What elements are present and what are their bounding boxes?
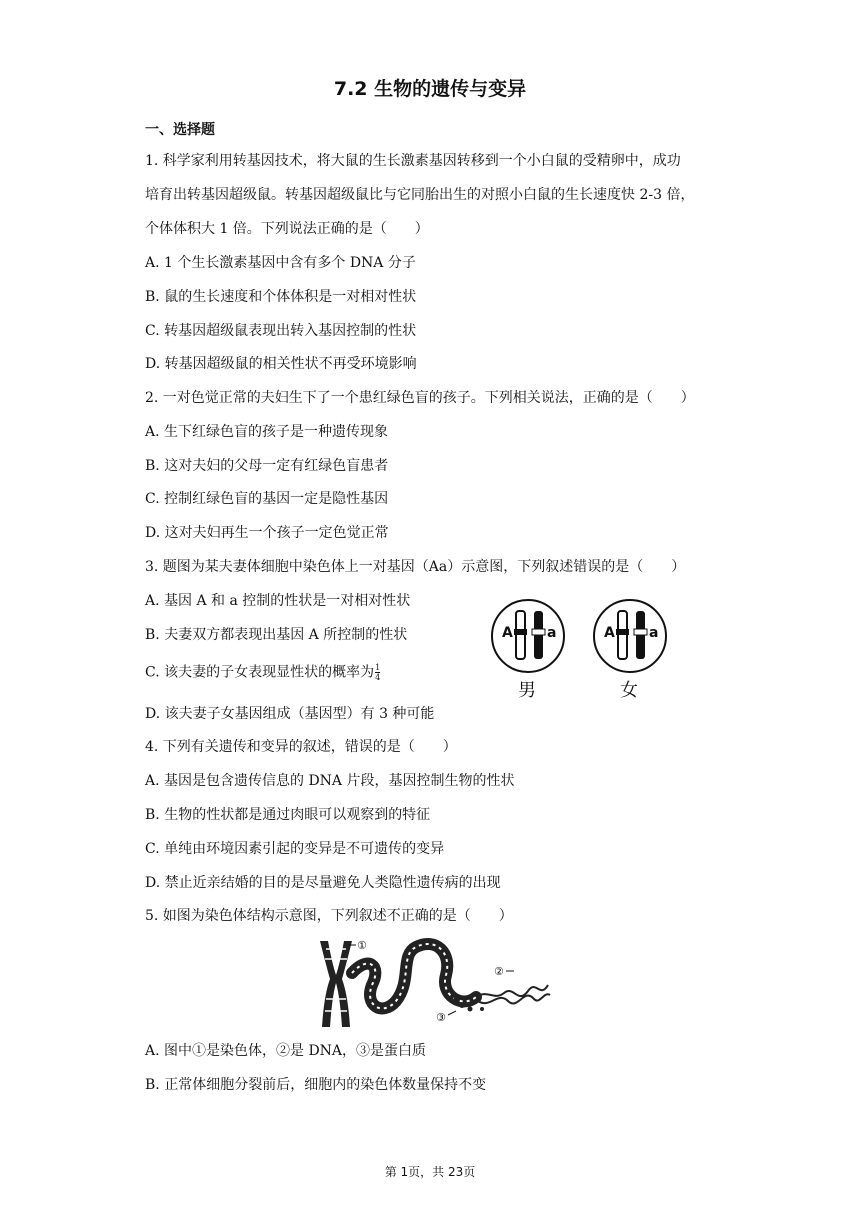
page-footer: 第 1页，共 23页 [384,1165,476,1179]
q3-option-c-text: C. 该夫妻的子女表现显性状的概率为 [145,664,375,681]
q1-option-c: C. 转基因超级鼠表现出转入基因控制的性状 [145,323,417,339]
q4-stem: 4. 下列有关遗传和变异的叙述，错误的是（ ） [145,739,457,755]
coiled-dna-drawing [352,944,550,1012]
q4-option-a: A. 基因是包含遗传信息的 DNA 片段，基因控制生物的性状 [145,773,515,789]
q2-option-c: C. 控制红绿色盲的基因一定是隐性基因 [145,491,389,507]
q3-option-a: A. 基因 A 和 a 控制的性状是一对相对性状 [145,593,411,609]
q3-option-d: D. 该夫妻子女基因组成（基因型）有 3 种可能 [145,706,435,722]
female-label: 女 [620,680,638,701]
female-cell [594,600,666,701]
marker-1: ① [357,939,367,952]
q3-stem: 3. 题图为某夫妻体细胞中染色体上一对基因（Aa）示意图，下列叙述错误的是（ ） [145,559,686,575]
q1-option-b: B. 鼠的生长速度和个体体积是一对相对性状 [145,289,417,305]
q5-option-a: A. 图中①是染色体，②是 DNA，③是蛋白质 [145,1043,427,1059]
q3-option-c [145,663,380,682]
fraction-one-quarter [375,663,380,682]
q1-stem-line-1: 1. 科学家利用转基因技术，将大鼠的生长激素基因转移到一个小白鼠的受精卵中，成功 [145,153,681,169]
q5-stem: 5. 如图为染色体结构示意图，下列叙述不正确的是（ ） [145,908,513,924]
q1-stem-line-3: 个体体积大 1 倍。下列说法正确的是（ ） [145,221,429,237]
gene-pair-figure [488,596,678,704]
q1-stem-line-2: 培育出转基因超级鼠。转基因超级鼠比与它同胎出生的对照小白鼠的生长速度快 2-3 倍， [145,187,695,203]
marker-3-leader [448,1011,456,1015]
male-cell [492,600,564,701]
q1-option-d: D. 转基因超级鼠的相关性状不再受环境影响 [145,356,417,372]
q4-option-c: C. 单纯由环境因素引起的变异是不可遗传的变异 [145,841,445,857]
q4-option-b: B. 生物的性状都是通过肉眼可以观察到的特征 [145,807,431,823]
chromosome-drawing [320,941,352,1027]
q2-option-a: A. 生下红绿色盲的孩子是一种遗传现象 [145,424,389,440]
chromosome-structure-figure [312,935,552,1035]
male-allele-a-label: a [547,625,557,641]
q2-stem: 2. 一对色觉正常的夫妇生下了一个患红绿色盲的孩子。下列相关说法，正确的是（ ） [145,390,695,406]
q4-option-d: D. 禁止近亲结婚的目的是尽量避免人类隐性遗传病的出现 [145,875,501,891]
q3-option-b: B. 夫妻双方都表现出基因 A 所控制的性状 [145,627,408,643]
male-allele-A-label: A [502,625,513,641]
female-allele-A-label: A [604,625,615,641]
female-allele-a-label: a [649,625,659,641]
marker-2: ② [494,965,504,978]
fraction-numerator: 1 [375,663,381,672]
q2-option-d: D. 这对夫妇再生一个孩子一定色觉正常 [145,525,389,541]
q1-option-a: A. 1 个生长激素基因中含有多个 DNA 分子 [145,255,416,271]
fraction-denominator: 4 [375,673,381,682]
section-heading: 一、选择题 [145,122,215,138]
q2-option-b: B. 这对夫妇的父母一定有红绿色盲患者 [145,458,389,474]
q5-option-b: B. 正常体细胞分裂前后，细胞内的染色体数量保持不变 [145,1077,487,1093]
male-label: 男 [518,680,536,701]
page-title: 7.2 生物的遗传与变异 [333,78,527,100]
marker-3: ③ [436,1011,446,1024]
